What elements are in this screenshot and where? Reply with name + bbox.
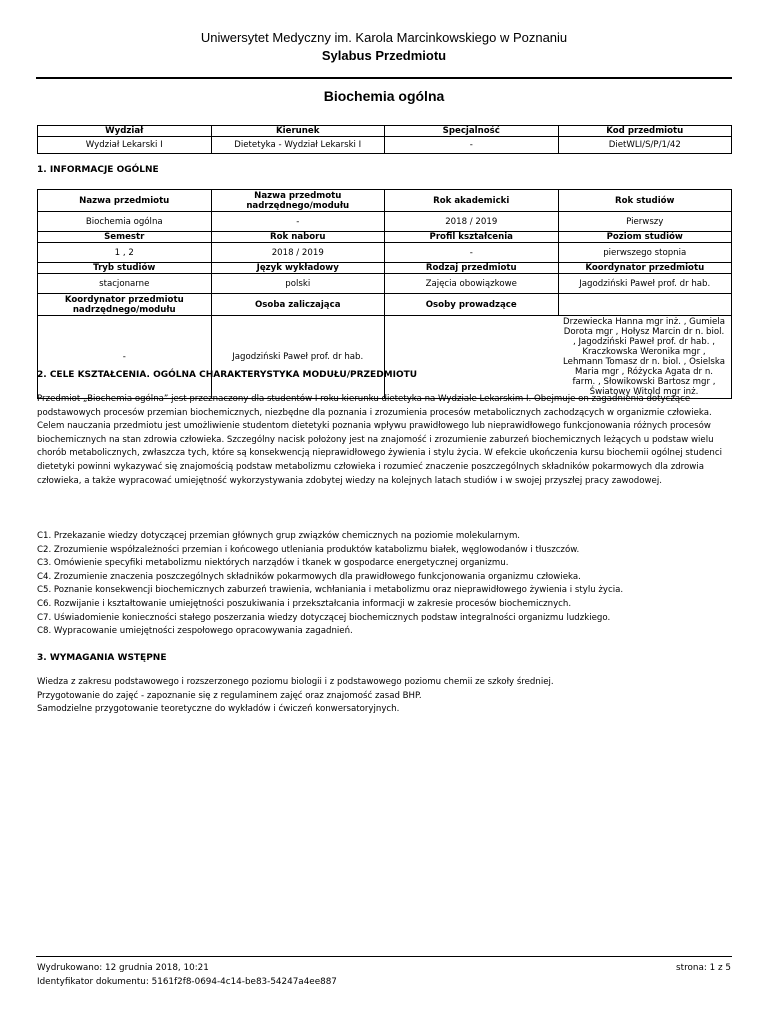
th-academic-year: Rok akademicki — [385, 190, 559, 212]
th-field: Kierunek — [211, 126, 385, 137]
th-instructors: Osoby prowadzące — [385, 294, 559, 316]
grading-person-value: Jagodziński Paweł prof. dr hab. — [211, 316, 385, 399]
profile-value: - — [385, 243, 559, 263]
requirement-line: Samodzielne przygotowanie teoretyczne do wykładów i ćwiczeń konwersatoryjnych. — [37, 704, 400, 715]
goal-item: C5. Poznanie konsekwencji biochemicznych zaburzeń trawienia, wchłaniania i metabolizmu oraz nieprawidłowego żywienia i stylu życia. — [37, 585, 624, 596]
instructors-value: Drzewiecka Hanna mgr inż. , Gumiela Dorota mgr , Hołysz Marcin dr n. biol. , Jagodziński Paweł prof. dr hab. , Kraczkowska Weronika mgr , Lehmann Tomasz dr n. biol. , Osielska Maria mgr , Różycka Agata dr n. farm. , Słowikowski Bartosz mgr , Światowy Witold mgr inż. — [385, 316, 732, 399]
study-mode-value: stacjonarne — [38, 274, 212, 294]
requirement-line: Przygotowanie do zajęć - zapoznanie się z regulaminem zajęć oraz znajomość zasad BHP. — [37, 690, 422, 701]
course-title: Biochemia ogólna — [323, 88, 445, 104]
section-2-title: 2. CELE KSZTAŁCENIA. OGÓLNA CHARAKTERYSTYKA MODUŁU/PRZEDMIOTU — [37, 370, 418, 380]
goal-item: C6. Rozwijanie i kształtowanie umiejętności poszukiwania i przekształcania informacji w zakresie procesów biochemicznych. — [37, 598, 572, 609]
semester-value: 1 , 2 — [38, 243, 212, 263]
th-parent-module: Nazwa przedmotu nadrzędnego/modułu — [211, 190, 385, 212]
faculty-value: Wydział Lekarski I — [38, 137, 212, 154]
study-level-value: pierwszego stopnia — [558, 243, 732, 263]
general-info-table — [37, 189, 732, 399]
faculty-table — [37, 125, 732, 154]
specialty-value: - — [385, 137, 559, 154]
goals-list — [37, 530, 737, 639]
th-intake-year: Rok naboru — [211, 232, 385, 243]
goal-item: C3. Omówienie specyfiki metabolizmu niektórych narządów i tkanek w gospodarce energetycznej organizmu. — [37, 558, 509, 569]
field-value: Dietetyka - Wydział Lekarski I — [211, 137, 385, 154]
th-module-coordinator: Koordynator przedmiotu nadrzędnego/modułu — [38, 294, 212, 316]
th-study-level: Poziom studiów — [558, 232, 732, 243]
document-id: Identyfikator dokumentu: 5161f2f8-0694-4c14-be83-54247a4ee887 — [37, 977, 337, 987]
intake-year-value: 2018 / 2019 — [211, 243, 385, 263]
academic-year-value: 2018 / 2019 — [385, 212, 559, 232]
page-indicator: strona: 1 z 5 — [676, 963, 731, 973]
th-profile: Profil kształcenia — [385, 232, 559, 243]
study-year-value: Pierwszy — [558, 212, 732, 232]
th-course-code: Kod przedmiotu — [558, 126, 732, 137]
section-2-description — [37, 393, 737, 488]
course-type-value: Zajęcia obowiązkowe — [385, 274, 559, 294]
goal-item: C4. Zrozumienie znaczenia poszczególnych składników pokarmowych dla prawidłowego funkcjonowania organizmu człowieka. — [37, 571, 581, 582]
goal-item: C2. Zrozumienie współzależności przemian i końcowego utleniania produktów katabolizmu białek, węglowodanów i tłuszczów. — [37, 544, 580, 555]
course-code-value: DietWLI/S/P/1/42 — [558, 137, 732, 154]
university-name: Uniwersytet Medyczny im. Karola Marcinkowskiego w Poznaniu — [200, 30, 568, 45]
th-faculty: Wydział — [38, 126, 212, 137]
printed-date: Wydrukowano: 12 grudnia 2018, 10:21 — [37, 963, 209, 973]
th-course-type: Rodzaj przedmiotu — [385, 263, 559, 274]
th-specialty: Specjalność — [385, 126, 559, 137]
th-grading-person: Osoba zaliczająca — [211, 294, 385, 316]
goal-item: C8. Wypracowanie umiejętności zespołowego opracowywania zagadnień. — [37, 626, 353, 637]
language-value: polski — [211, 274, 385, 294]
course-name-value: Biochemia ogólna — [38, 212, 212, 232]
coordinator-value: Jagodziński Paweł prof. dr hab. — [558, 274, 732, 294]
description-paragraph-2: Celem nauczania przedmiotu jest umożliwienie studentom dietetyki poznania wpływu prawidłowego lub nieprawidłowego funkcjonowania różnych procesów biochemicznych na stan zdrowia człowieka. Szczególny nacisk położony jest na znajomość i zrozumienie zaburzeń biochemicznych leżących u podstaw wielu chorób metabolicznych, zwłaszcza tych, które są konsekwencją nieprawidłowego żywienia i stylu życia. W efekcie ukończenia kursu biochemii ogólnej studenci dietetyki powinni wykazywać się znajomością podstaw metabolizmu człowieka i rozumieć znaczenie poszczególnych składników pokarmowych dla zdrowia człowieka, a także wypracować umiejętność wykorzystywania zdobytej wiedzy na kolejnych latach studiów i w swojej przyszłej pracy zawodowej. — [37, 421, 722, 486]
th-course-name: Nazwa przedmiotu — [38, 190, 212, 212]
goal-item: C1. Przekazanie wiedzy dotyczącej przemian głównych grup związków chemicznych na poziomie molekularnym. — [37, 531, 521, 541]
parent-module-value: - — [211, 212, 385, 232]
th-semester: Semestr — [38, 232, 212, 243]
th-study-year: Rok studiów — [558, 190, 732, 212]
description-paragraph-1: Przedmiot „Biochemia ogólna” jest przeznaczony dla studentów I roku kierunku dietetyka na Wydziale Lekarskim I. Obejmuje on zagadnienia dotyczące podstawowych procesów przemian biochemicznych, niezbędne dla poznania i zrozumienia procesów metabolicznych zachodzących w organizmie człowieka. — [37, 394, 712, 418]
th-coordinator: Koordynator przedmiotu — [558, 263, 732, 274]
section-1-title: 1. INFORMACJE OGÓLNE — [37, 165, 159, 175]
requirement-line: Wiedza z zakresu podstawowego i rozszerzonego poziomu biologii i z podstawowego poziomu chemii ze szkoły średniej. — [37, 677, 554, 687]
syllabus-subtitle: Sylabus Przedmiotu — [321, 48, 447, 63]
footer-divider — [36, 956, 732, 957]
goal-item: C7. Uświadomienie konieczności stałego poszerzania wiedzy dotyczącej biochemicznych podstaw integralności organizmu ludzkiego. — [37, 612, 611, 623]
requirements-list — [37, 676, 737, 717]
empty-cell — [558, 294, 732, 316]
th-language: Język wykładowy — [211, 263, 385, 274]
header-divider — [36, 77, 732, 79]
module-coordinator-value: - — [38, 316, 212, 399]
section-3-title: 3. WYMAGANIA WSTĘPNE — [37, 653, 167, 663]
th-study-mode: Tryb studiów — [38, 263, 212, 274]
